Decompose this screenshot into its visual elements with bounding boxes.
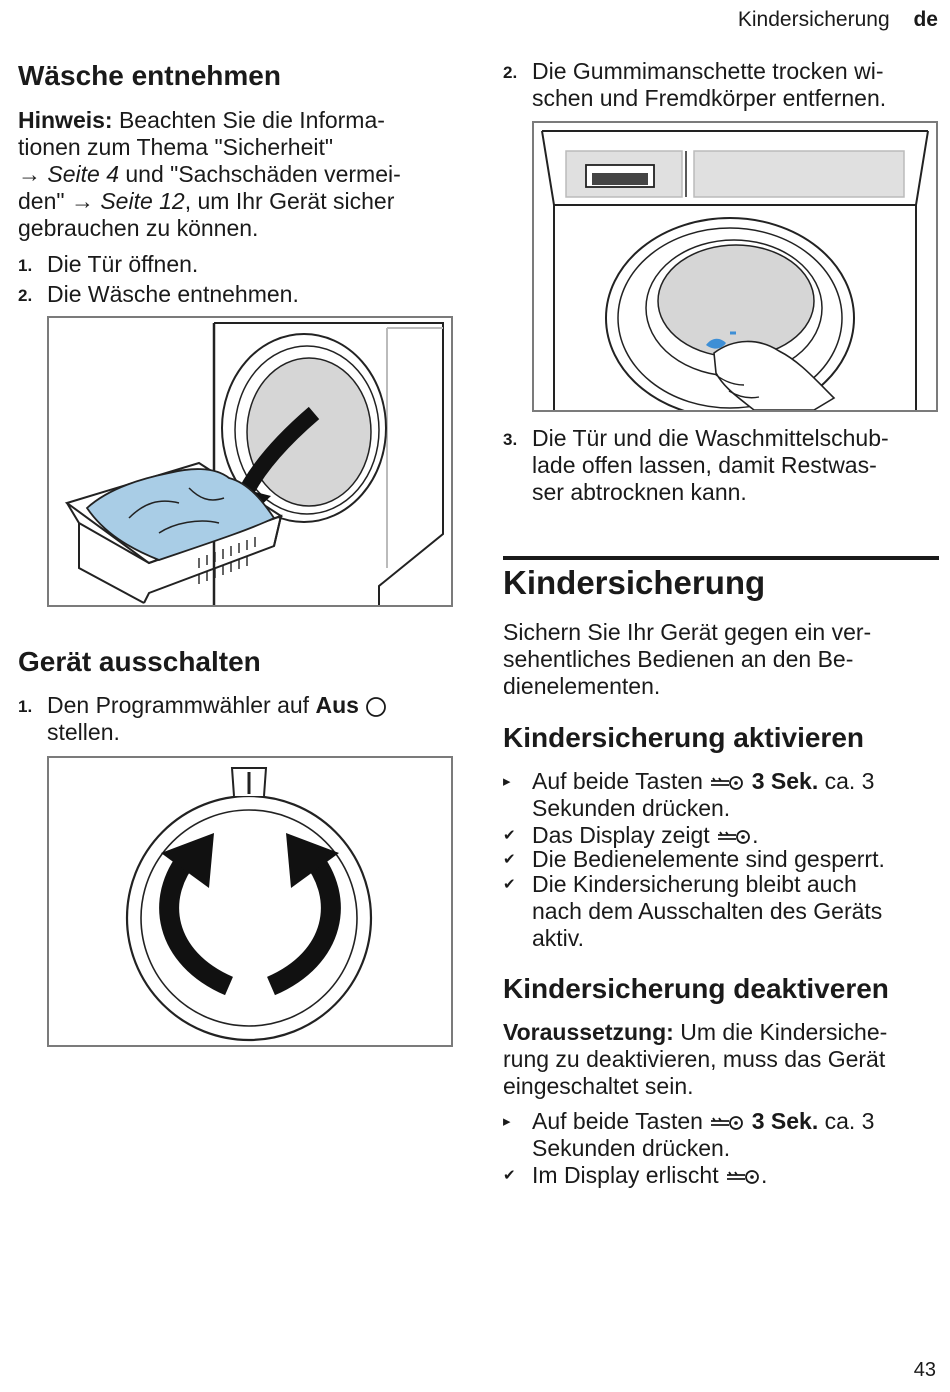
step-number: 2. [18, 286, 33, 305]
remove-step-2 [18, 281, 452, 308]
arrow-icon: → [18, 161, 41, 187]
step-number: 1. [18, 256, 33, 275]
remove-laundry-heading: Wäsche entnehmen [18, 60, 281, 91]
step-text: Die Wäsche entnehmen. [47, 281, 299, 307]
page-reference: Seite 12 [93, 188, 185, 214]
activate-result-2: ✔ Die Bedienelemente sind gesperrt. [503, 846, 885, 872]
header-language: de [913, 8, 938, 31]
power-off-circle-icon [365, 696, 387, 718]
page-number: 43 [913, 1359, 936, 1381]
laundry-removal-illustration [47, 316, 453, 607]
page-reference: Seite 4 [41, 161, 119, 187]
deactivate-heading: Kindersicherung deaktiveren [503, 973, 889, 1004]
program-dial-drawing [49, 758, 451, 1045]
header-section-title: Kindersicherung [737, 8, 890, 31]
clean-step-3: 3. Die Tür und die Waschmittelschub- lade offen lassen, damit Restwas- ser abtrocknen kann. [503, 425, 889, 505]
deactivate-result: ✔ Im Display erlischt . [503, 1162, 768, 1188]
checkmark-icon: ✔ [503, 876, 516, 893]
key-icon [716, 829, 752, 845]
child-lock-heading: Kindersicherung [503, 564, 766, 601]
key-icon [725, 1169, 761, 1185]
switch-off-step-1 [18, 692, 452, 746]
checkmark-icon: ✔ [503, 1167, 516, 1184]
activate-heading: Kindersicherung aktivieren [503, 722, 865, 753]
step-text: stellen. [47, 719, 120, 745]
seconds-label: 3 Sek. [751, 1108, 819, 1134]
gasket-wiping-drawing [534, 123, 936, 410]
arrow-icon: → [70, 188, 94, 214]
step-number: 2. [503, 63, 518, 82]
note-label: Hinweis: [18, 107, 113, 133]
deactivate-prerequisite: Voraussetzung: Um die Kindersiche- rung zu deaktivieren, muss das Gerät eingeschaltet sein. [503, 1019, 888, 1099]
step-number: 3. [503, 430, 518, 449]
gasket-wiping-illustration [532, 121, 938, 412]
off-label: Aus [315, 692, 359, 718]
activate-instruction: ▸ Auf beide Tasten 3 Sek. ca. 3 Sekunden drücken. [503, 768, 875, 821]
checkmark-icon: ✔ [503, 851, 516, 868]
triangle-bullet-icon: ▸ [503, 773, 511, 790]
step-text: Die Tür öffnen. [47, 251, 199, 277]
clean-step-2: 2. Die Gummimanschette trocken wi- schen und Fremdkörper entfernen. [503, 58, 887, 111]
triangle-bullet-icon: ▸ [503, 1113, 511, 1130]
child-lock-intro: Sichern Sie Ihr Gerät gegen ein ver- sehentliches Bedienen an den Be- dienelementen. [503, 619, 872, 699]
section-divider [503, 556, 939, 560]
key-icon [709, 775, 745, 791]
step-text: Den Programmwähler auf [47, 692, 316, 718]
program-dial-illustration [47, 756, 453, 1047]
laundry-basket-washer-drawing [49, 318, 451, 605]
seconds-label: 3 Sek. [751, 768, 819, 794]
remove-note: Hinweis: Beachten Sie die Informa- tionen zum Thema "Sicherheit" → Seite 4 und "Sachschäden vermei- den" → Seite 12, um Ihr Gerät sicher gebrauchen zu können. [18, 107, 401, 241]
remove-step-1 [18, 251, 452, 278]
deactivate-instruction: ▸ Auf beide Tasten 3 Sek. ca. 3 Sekunden drücken. [503, 1108, 875, 1161]
key-icon [709, 1115, 745, 1131]
step-number: 1. [18, 697, 33, 716]
switch-off-heading: Gerät ausschalten [18, 646, 261, 677]
checkmark-icon: ✔ [503, 827, 516, 844]
activate-result-3: ✔ Die Kindersicherung bleibt auch nach dem Ausschalten des Geräts aktiv. [503, 871, 883, 951]
page-header [738, 8, 938, 32]
prerequisite-label: Voraussetzung: [503, 1019, 674, 1045]
activate-result-1: ✔ Das Display zeigt . [503, 822, 759, 848]
